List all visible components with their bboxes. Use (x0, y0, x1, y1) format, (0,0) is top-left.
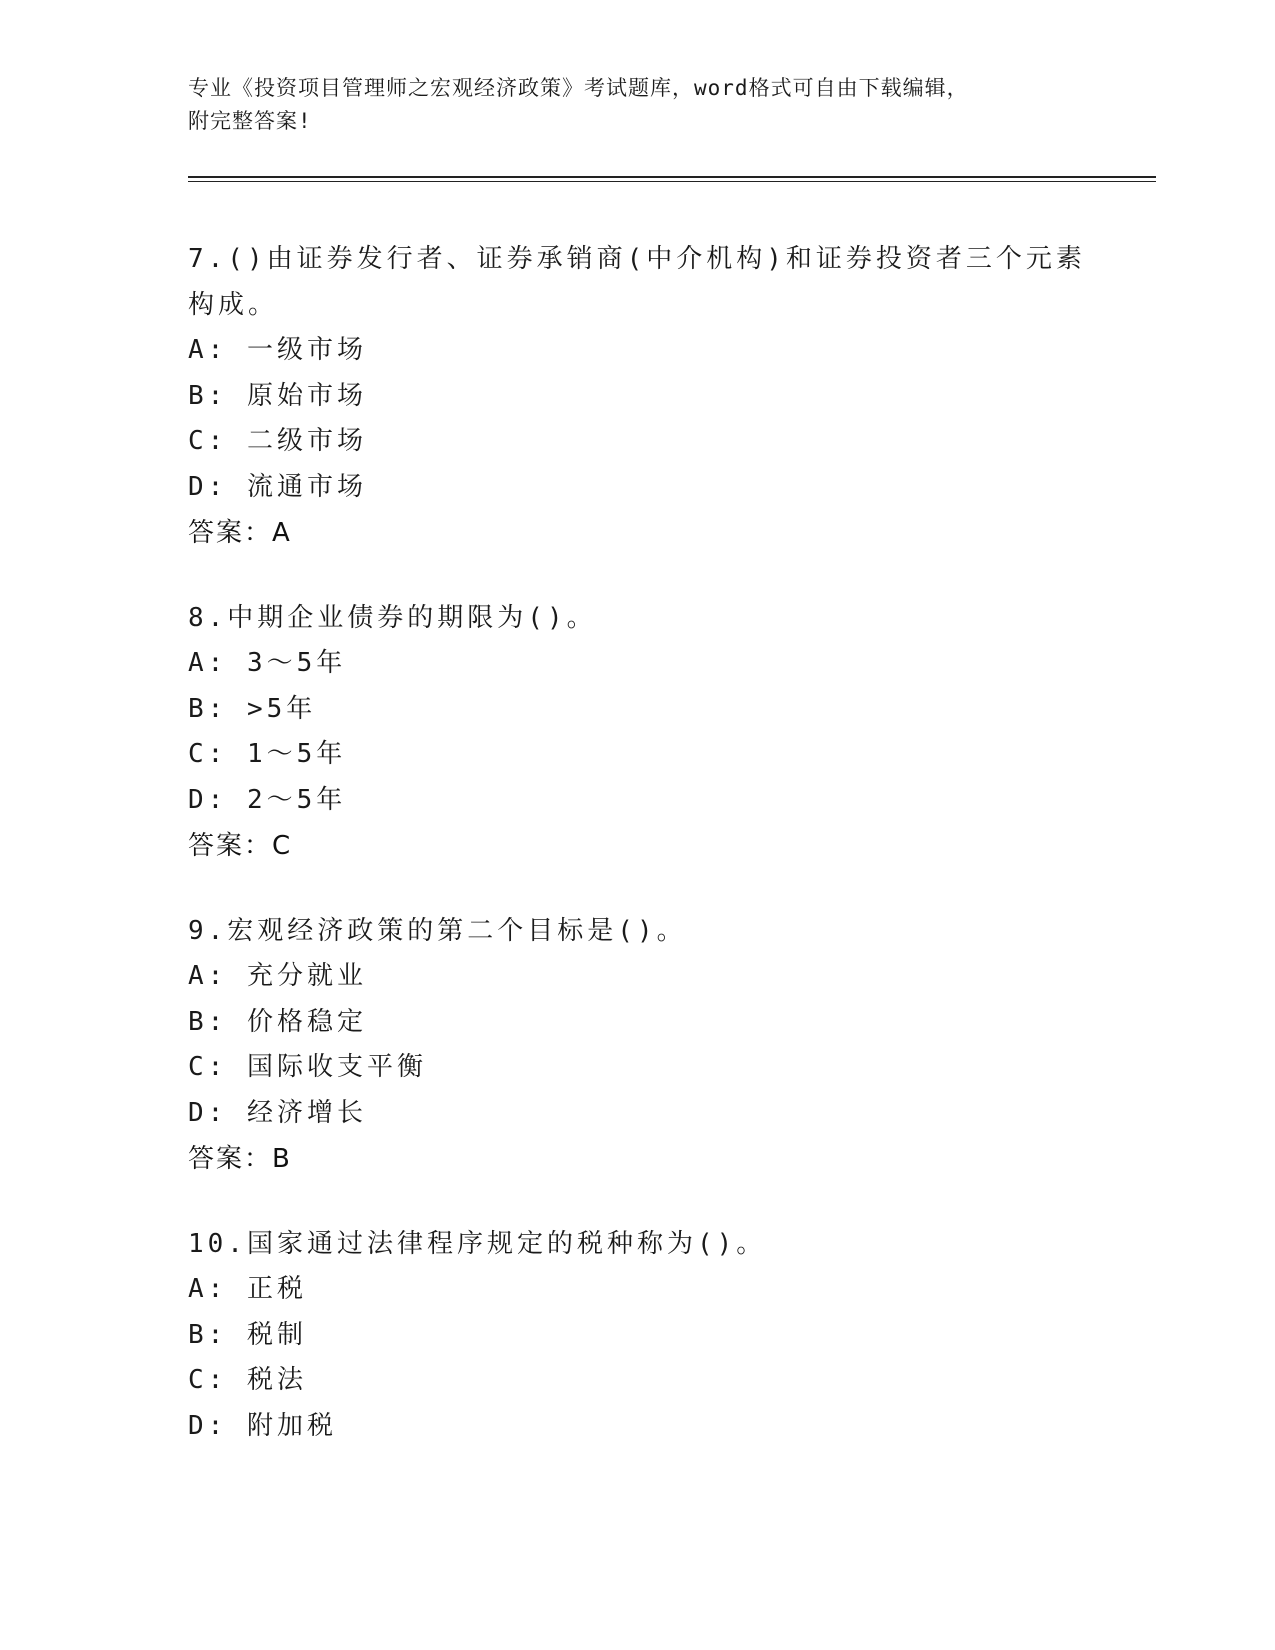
option-b: B: 税制 (188, 1319, 307, 1350)
header-line-2: 附完整答案! (188, 109, 312, 133)
option-d: D: 2～5年 (188, 784, 347, 815)
option-c: C: 1～5年 (188, 739, 347, 769)
question-10 (188, 1221, 1088, 1449)
option-a: A: 正税 (188, 1274, 307, 1304)
option-b: B: >5年 (188, 693, 317, 724)
document-header (188, 72, 1088, 138)
option-b: B: 原始市场 (188, 380, 367, 411)
answer-line: 答案：C (188, 831, 293, 861)
header-rule-thick (188, 176, 1156, 178)
option-c: C: 二级市场 (188, 426, 367, 456)
option-d: D: 附加税 (188, 1410, 337, 1441)
option-a: A: 一级市场 (188, 335, 367, 365)
question-text: 7.()由证券发行者、证券承销商(中介机构)和证券投资者三个元素构成。 (188, 244, 1086, 320)
option-a: A: 3～5年 (188, 648, 347, 678)
question-text: 8.中期企业债券的期限为()。 (188, 603, 597, 633)
option-b: B: 价格稳定 (188, 1006, 367, 1037)
option-d: D: 经济增长 (188, 1097, 367, 1128)
option-c: C: 税法 (188, 1365, 307, 1395)
answer-line: 答案：B (188, 1144, 292, 1174)
option-a: A: 充分就业 (188, 961, 367, 991)
question-text: 10.国家通过法律程序规定的税种称为()。 (188, 1229, 767, 1259)
option-c: C: 国际收支平衡 (188, 1052, 427, 1082)
question-9 (188, 908, 1088, 1182)
header-line-1: 专业《投资项目管理师之宏观经济政策》考试题库，word格式可自由下载编辑， (188, 76, 969, 100)
question-text: 9.宏观经济政策的第二个目标是()。 (188, 916, 687, 946)
question-list (188, 236, 1088, 1488)
header-rule-thin (188, 181, 1156, 182)
answer-line: 答案：A (188, 518, 292, 548)
question-8 (188, 595, 1088, 869)
question-7 (188, 236, 1088, 556)
option-d: D: 流通市场 (188, 471, 367, 502)
